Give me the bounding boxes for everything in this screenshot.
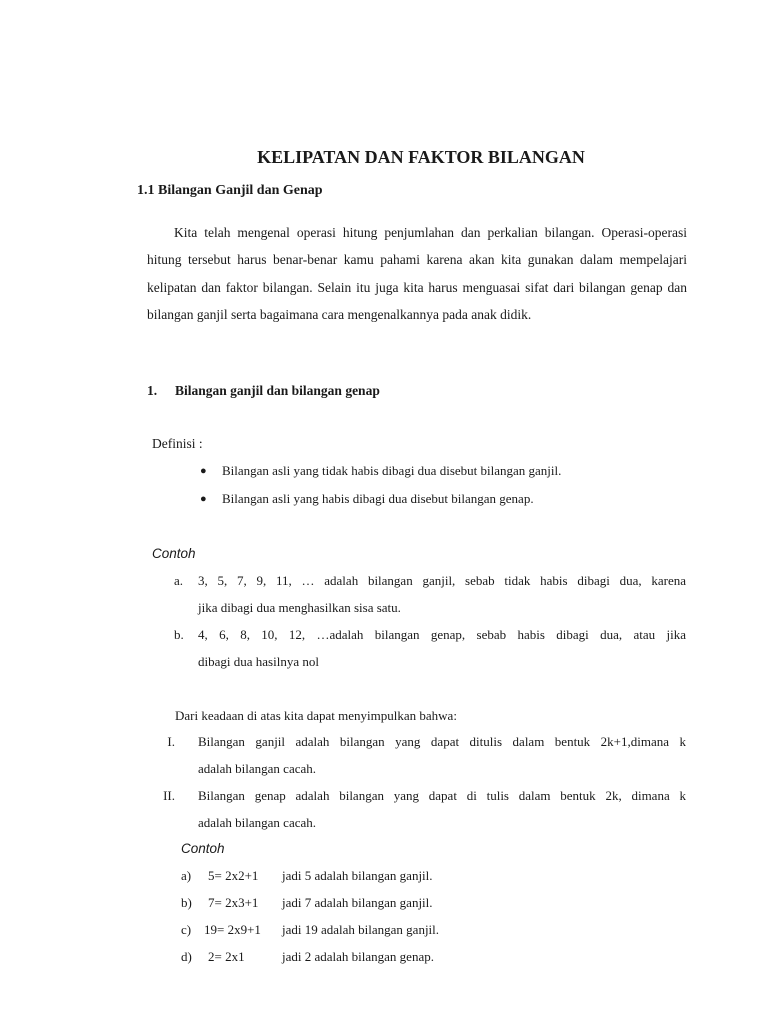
conclusion-marker: I. (167, 734, 175, 749)
page-title: KELIPATAN DAN FAKTOR BILANGAN (257, 147, 585, 167)
example2-note: jadi 7 adalah bilangan ganjil. (282, 895, 433, 910)
subsection-title: Bilangan ganjil dan bilangan genap (175, 383, 380, 398)
example2-formula: 7= 2x3+1 (208, 895, 259, 910)
example2-marker: b) (181, 895, 192, 910)
examples2-label: Contoh (181, 841, 225, 856)
example2-marker: a) (181, 868, 192, 883)
example2-marker: c) (181, 922, 192, 937)
definition-item: Bilangan asli yang habis dibagi dua disebut bilangan genap. (222, 491, 534, 506)
example-line (198, 627, 686, 643)
conclusion-line (198, 734, 686, 750)
conclusion-line-cont: adalah bilangan cacah. (198, 761, 317, 776)
example-line-text: 3, 5, 7, 9, 11, … adalah bilangan ganjil, sebab tidak habis dibagi dua, karena (198, 573, 686, 588)
example2-note: jadi 19 adalah bilangan ganjil. (282, 922, 440, 937)
intro-paragraph (147, 219, 687, 328)
example2-formula: 5= 2x2+1 (208, 868, 259, 883)
example-line-cont: dibagi dua hasilnya nol (198, 654, 319, 669)
example-line-text: 4, 6, 8, 10, 12, …adalah bilangan genap, sebab habis dibagi dua, atau jika (198, 627, 686, 642)
examples-label: Contoh (152, 546, 196, 561)
intro-paragraph-text: Kita telah mengenal operasi hitung penjumlahan dan perkalian bilangan. Operasi-operasi hitung tersebut harus benar-benar kamu pahami karena akan kita gunakan dalam mempelajari kelipatan dan faktor bilangan. Selain itu juga kita harus menguasai sifat dari bilangan genap dan bilangan ganjil serta bagaimana cara mengenalkannya pada anak didik. (147, 225, 687, 322)
conclusion-line-text: Bilangan ganjil adalah bilangan yang dapat ditulis dalam bentuk 2k+1,dimana k (198, 734, 686, 749)
conclusion-marker: II. (163, 788, 175, 803)
example2-formula: 19= 2x9+1 (204, 922, 261, 937)
example2-note: jadi 2 adalah bilangan genap. (282, 949, 434, 964)
example2-formula: 2= 2x1 (208, 949, 245, 964)
bullet-icon: ● (200, 493, 207, 505)
example-line (198, 573, 686, 589)
example-line-cont: jika dibagi dua menghasilkan sisa satu. (198, 600, 401, 615)
definition-label: Definisi : (152, 436, 203, 451)
bullet-icon: ● (200, 465, 207, 477)
example-marker: a. (174, 573, 184, 588)
conclusion-intro: Dari keadaan di atas kita dapat menyimpulkan bahwa: (175, 708, 457, 723)
conclusion-line-cont: adalah bilangan cacah. (198, 815, 317, 830)
definition-item: Bilangan asli yang tidak habis dibagi dua disebut bilangan ganjil. (222, 463, 562, 478)
conclusion-line (198, 788, 686, 804)
example2-marker: d) (181, 949, 192, 964)
example-marker: b. (174, 627, 184, 642)
subsection-number: 1. (147, 383, 158, 398)
example2-note: jadi 5 adalah bilangan ganjil. (282, 868, 433, 883)
section-heading: 1.1 Bilangan Ganjil dan Genap (137, 183, 323, 198)
conclusion-line-text: Bilangan genap adalah bilangan yang dapat di tulis dalam bentuk 2k, dimana k (198, 788, 686, 803)
